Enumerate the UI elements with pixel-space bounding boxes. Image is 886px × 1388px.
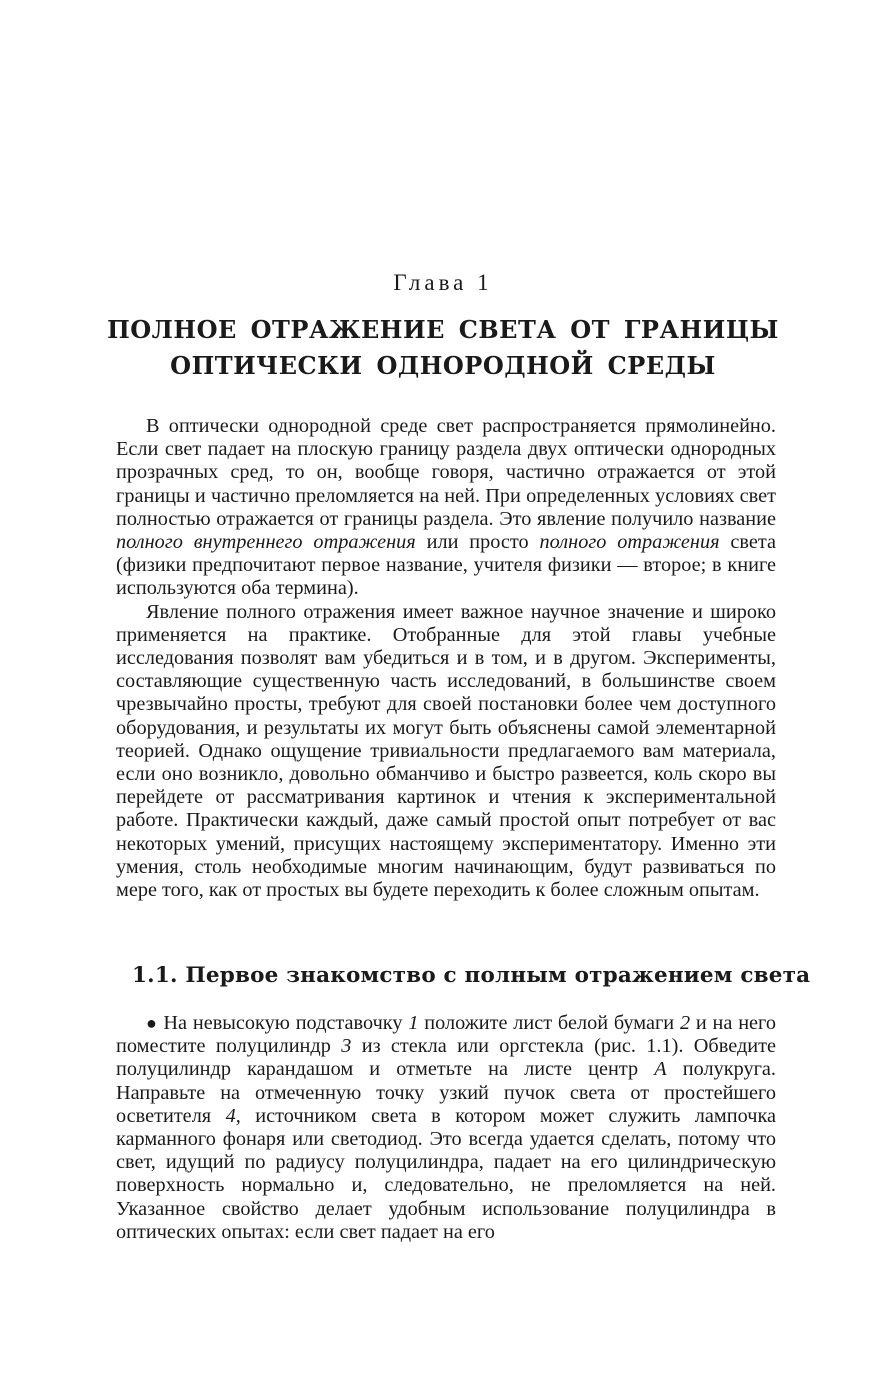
exp-text-5: полукруга. Направьте на отмеченную точку узкий пучок света от простейшего осветителя [116, 1058, 776, 1127]
exp-text-1: На невысокую подставочку [157, 1012, 409, 1034]
intro-text [116, 415, 776, 902]
intro-p1-text-b: или просто [415, 531, 540, 554]
ref-3: 3 [341, 1035, 352, 1058]
ref-4: 4 [225, 1104, 236, 1127]
chapter-title-line-2: ОПТИЧЕСКИ ОДНОРОДНОЙ СРЕДЫ [170, 351, 716, 380]
ref-1: 1 [408, 1012, 419, 1034]
exp-text-2: положите лист белой бумаги [418, 1012, 680, 1034]
experiment-paragraph [116, 1012, 776, 1244]
exp-text-4: из стекла или оргстекла (рис. 1.1). Обведите полуцилиндр карандашом и отметьте на листе центр [116, 1035, 776, 1081]
exp-text-3: и на него поместите полуцилиндр [116, 1012, 777, 1058]
chapter-label: Глава 1 [393, 270, 493, 295]
intro-paragraph-2: Явление полного отражения имеет важное научное значение и широко применяется на практике. Отобранные для этой главы учебные исследования позволят вам убедиться и в том, и в другом. Эксперименты, составляющие существенную часть исследований, в большинстве своем чрезвычайно просты, требуют для своей постановки более чем доступного оборудования, и результаты их могут быть объяснены самой элементарной теорией. Однако ощущение тривиальности предлагаемого вам материала, если оно возникло, довольно обманчиво и быстро развеется, коль скоро вы перейдете от рассматривания картинок и чтения к экспериментальной работе. Практически каждый, даже самый простой опыт потребует от вас некоторых умений, присущих настоящему экспериментатору. Именно эти умения, столь необходимые многим начинающим, будут развиваться по мере того, как от простых вы будете переходить к более сложным опытам. [116, 600, 776, 902]
exp-text-6: , источником света в котором может служить лампочка карманного фонаря или светодиод. Это всегда удается сделать, потому что свет, идущий по радиусу полуцилиндра, падает на его цилиндрическую поверхность нормально и, следовательно, не преломляется на ней. Указанное свойство делает удобным использование полуцилиндра в оптических опытах: если свет падает на его [116, 1104, 776, 1243]
section-heading: 1.1. Первое знакомство с полным отражением света [132, 963, 811, 988]
chapter-title [0, 312, 886, 384]
intro-p1-text-a: В оптически однородной среде свет распространяется прямолинейно. Если свет падает на плоскую границу раздела двух оптически однородных прозрачных сред, то он, вообще говоря, частично отражается от этой границы и частично преломляется на ней. При определенных условиях свет полностью отражается от границы раздела. Это явление получило название [116, 415, 776, 530]
chapter-title-line-1: ПОЛНОЕ ОТРАЖЕНИЕ СВЕТА ОТ ГРАНИЦЫ [107, 315, 779, 344]
ref-2: 2 [679, 1012, 691, 1034]
term-total-reflection: полного отражения [539, 531, 720, 554]
experiment-text [116, 1012, 776, 1244]
term-total-internal-reflection: полного внутреннего отражения [116, 531, 416, 554]
ref-a: A [654, 1058, 667, 1081]
intro-paragraph-1 [116, 415, 776, 601]
bullet-icon: ● [146, 1013, 158, 1033]
intro-p1-text-c: света (физики предпочитают первое название, учителя физики — второе; в книге используются оба термина). [116, 531, 776, 600]
